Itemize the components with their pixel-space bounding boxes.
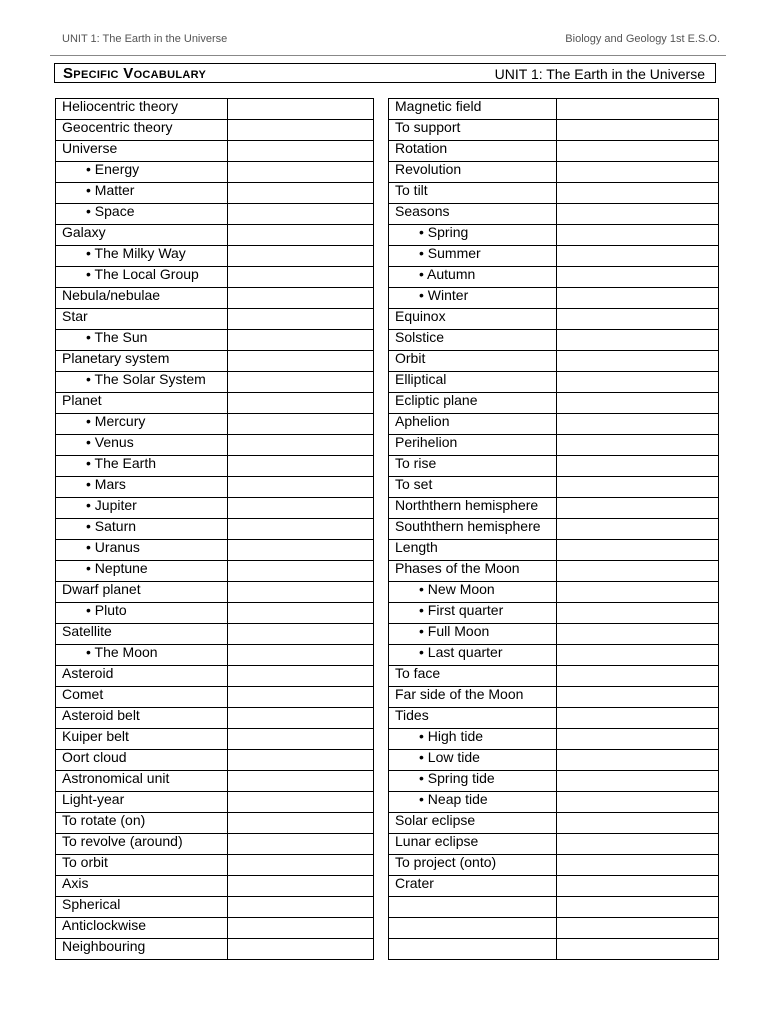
translation-blank-cell[interactable] <box>557 582 719 603</box>
vocab-row <box>56 708 374 729</box>
vocab-term: Magnetic field <box>389 99 557 120</box>
vocab-row <box>389 225 719 246</box>
vocab-row <box>389 603 719 624</box>
vocab-row <box>56 687 374 708</box>
translation-blank-cell[interactable] <box>557 225 719 246</box>
translation-blank-cell[interactable] <box>557 435 719 456</box>
vocab-row <box>56 582 374 603</box>
vocabulary-table-right <box>388 98 719 960</box>
vocab-row <box>56 99 374 120</box>
vocab-term: Phases of the Moon <box>389 561 557 582</box>
vocab-term: Seasons <box>389 204 557 225</box>
translation-blank-cell[interactable] <box>557 267 719 288</box>
vocab-row <box>389 498 719 519</box>
translation-blank-cell[interactable] <box>557 183 719 204</box>
translation-blank-cell[interactable] <box>228 225 374 246</box>
translation-blank-cell[interactable] <box>557 624 719 645</box>
translation-blank-cell[interactable] <box>557 288 719 309</box>
translation-blank-cell[interactable] <box>228 267 374 288</box>
translation-blank-cell[interactable] <box>228 540 374 561</box>
vocab-row <box>389 246 719 267</box>
vocab-row <box>389 897 719 918</box>
vocab-row <box>389 540 719 561</box>
vocab-term: Tides <box>389 708 557 729</box>
translation-blank-cell[interactable] <box>228 183 374 204</box>
vocab-term: • The Local Group <box>56 267 228 288</box>
vocab-term: To revolve (around) <box>56 834 228 855</box>
vocab-term: Neighbouring <box>56 939 228 960</box>
vocab-row <box>56 309 374 330</box>
vocab-row <box>56 666 374 687</box>
vocab-row <box>389 561 719 582</box>
vocab-term: Norththern hemisphere <box>389 498 557 519</box>
vocab-row <box>56 141 374 162</box>
vocab-row <box>389 309 719 330</box>
vocab-row <box>389 666 719 687</box>
translation-blank-cell[interactable] <box>557 666 719 687</box>
translation-blank-cell[interactable] <box>557 519 719 540</box>
vocab-row <box>56 897 374 918</box>
translation-blank-cell[interactable] <box>557 351 719 372</box>
vocab-row <box>389 792 719 813</box>
vocab-term: • Last quarter <box>389 645 557 666</box>
vocabulary-table-right-body <box>389 99 719 960</box>
vocab-term: Ecliptic plane <box>389 393 557 414</box>
vocab-term: To orbit <box>56 855 228 876</box>
vocab-row <box>56 624 374 645</box>
vocab-row <box>389 750 719 771</box>
vocab-row <box>389 351 719 372</box>
vocab-row <box>389 771 719 792</box>
vocab-row <box>389 687 719 708</box>
vocab-row <box>389 855 719 876</box>
vocab-row <box>389 876 719 897</box>
vocab-row <box>389 183 719 204</box>
vocab-term: • Full Moon <box>389 624 557 645</box>
vocab-term: Galaxy <box>56 225 228 246</box>
translation-blank-cell[interactable] <box>228 813 374 834</box>
translation-blank-cell[interactable] <box>557 141 719 162</box>
vocab-row <box>56 750 374 771</box>
vocab-row <box>389 288 719 309</box>
vocab-term: Axis <box>56 876 228 897</box>
translation-blank-cell[interactable] <box>228 603 374 624</box>
translation-blank-cell[interactable] <box>557 540 719 561</box>
vocab-term: • Uranus <box>56 540 228 561</box>
vocab-term: To tilt <box>389 183 557 204</box>
vocab-term: • Saturn <box>56 519 228 540</box>
vocab-row <box>389 456 719 477</box>
translation-blank-cell[interactable] <box>557 729 719 750</box>
vocab-term: Anticlockwise <box>56 918 228 939</box>
translation-blank-cell[interactable] <box>228 372 374 393</box>
vocab-term: Lunar eclipse <box>389 834 557 855</box>
vocab-row <box>56 918 374 939</box>
vocab-row <box>56 120 374 141</box>
vocab-term: • High tide <box>389 729 557 750</box>
vocab-row <box>56 834 374 855</box>
vocab-row <box>389 393 719 414</box>
translation-blank-cell[interactable] <box>557 309 719 330</box>
translation-blank-cell[interactable] <box>557 498 719 519</box>
vocab-row <box>389 477 719 498</box>
translation-blank-cell[interactable] <box>228 582 374 603</box>
translation-blank-cell[interactable] <box>557 687 719 708</box>
vocab-row <box>389 939 719 960</box>
vocab-row <box>56 477 374 498</box>
translation-blank-cell[interactable] <box>557 477 719 498</box>
translation-blank-cell[interactable] <box>557 750 719 771</box>
vocab-term: Revolution <box>389 162 557 183</box>
vocab-term: • The Milky Way <box>56 246 228 267</box>
vocab-term: Spherical <box>56 897 228 918</box>
vocab-row <box>56 351 374 372</box>
translation-blank-cell[interactable] <box>228 918 374 939</box>
vocab-term: Asteroid belt <box>56 708 228 729</box>
vocab-term: Elliptical <box>389 372 557 393</box>
translation-blank-cell[interactable] <box>228 246 374 267</box>
vocab-term: • Energy <box>56 162 228 183</box>
vocab-row <box>56 162 374 183</box>
translation-blank-cell[interactable] <box>557 918 719 939</box>
vocab-row <box>389 582 719 603</box>
translation-blank-cell[interactable] <box>557 561 719 582</box>
translation-blank-cell[interactable] <box>228 435 374 456</box>
translation-blank-cell[interactable] <box>228 687 374 708</box>
vocabulary-table-left-body <box>56 99 374 960</box>
vocab-row <box>56 939 374 960</box>
translation-blank-cell[interactable] <box>228 414 374 435</box>
vocab-term: Orbit <box>389 351 557 372</box>
vocab-term: • Space <box>56 204 228 225</box>
translation-blank-cell[interactable] <box>228 876 374 897</box>
vocab-term: Heliocentric theory <box>56 99 228 120</box>
vocab-row <box>56 729 374 750</box>
vocab-term: Souththern hemisphere <box>389 519 557 540</box>
vocab-row <box>56 498 374 519</box>
vocab-term: • Jupiter <box>56 498 228 519</box>
vocab-term: • Pluto <box>56 603 228 624</box>
vocab-term <box>389 897 557 918</box>
vocab-term: Light-year <box>56 792 228 813</box>
translation-blank-cell[interactable] <box>228 309 374 330</box>
vocab-term: Nebula/nebulae <box>56 288 228 309</box>
vocab-term: • The Sun <box>56 330 228 351</box>
translation-blank-cell[interactable] <box>557 603 719 624</box>
translation-blank-cell[interactable] <box>557 645 719 666</box>
translation-blank-cell[interactable] <box>557 708 719 729</box>
translation-blank-cell[interactable] <box>557 99 719 120</box>
translation-blank-cell[interactable] <box>228 288 374 309</box>
translation-blank-cell[interactable] <box>228 561 374 582</box>
translation-blank-cell[interactable] <box>228 666 374 687</box>
vocab-term: Satellite <box>56 624 228 645</box>
header-course: Biology and Geology 1st E.S.O. <box>565 33 720 45</box>
vocab-term: • The Solar System <box>56 372 228 393</box>
vocabulary-table-left <box>55 98 374 960</box>
vocab-row <box>389 918 719 939</box>
vocab-term: • Low tide <box>389 750 557 771</box>
translation-blank-cell[interactable] <box>228 477 374 498</box>
vocab-term: • The Earth <box>56 456 228 477</box>
vocab-row <box>56 771 374 792</box>
page-subtitle: UNIT 1: The Earth in the Universe <box>494 66 705 82</box>
vocab-row <box>56 267 374 288</box>
translation-blank-cell[interactable] <box>228 120 374 141</box>
translation-blank-cell[interactable] <box>557 393 719 414</box>
translation-blank-cell[interactable] <box>557 456 719 477</box>
translation-blank-cell[interactable] <box>228 99 374 120</box>
translation-blank-cell[interactable] <box>228 645 374 666</box>
vocab-row <box>56 414 374 435</box>
vocab-term: • Spring tide <box>389 771 557 792</box>
vocab-row <box>389 624 719 645</box>
vocab-row <box>389 834 719 855</box>
translation-blank-cell[interactable] <box>557 204 719 225</box>
translation-blank-cell[interactable] <box>228 498 374 519</box>
vocab-term: Aphelion <box>389 414 557 435</box>
vocab-term: Kuiper belt <box>56 729 228 750</box>
translation-blank-cell[interactable] <box>557 855 719 876</box>
translation-blank-cell[interactable] <box>228 897 374 918</box>
translation-blank-cell[interactable] <box>228 141 374 162</box>
vocab-row <box>56 813 374 834</box>
vocab-row <box>389 330 719 351</box>
vocab-term: • Winter <box>389 288 557 309</box>
vocab-term: • New Moon <box>389 582 557 603</box>
vocab-row <box>389 99 719 120</box>
vocab-row <box>56 246 374 267</box>
vocab-row <box>389 141 719 162</box>
vocab-row <box>389 729 719 750</box>
vocab-term: To face <box>389 666 557 687</box>
translation-blank-cell[interactable] <box>557 162 719 183</box>
vocab-row <box>56 183 374 204</box>
title-box <box>54 63 716 83</box>
vocab-term: • First quarter <box>389 603 557 624</box>
vocab-row <box>389 267 719 288</box>
vocab-term: Length <box>389 540 557 561</box>
translation-blank-cell[interactable] <box>228 834 374 855</box>
header-unit-title: UNIT 1: The Earth in the Universe <box>62 33 228 45</box>
translation-blank-cell[interactable] <box>557 876 719 897</box>
vocab-term: Dwarf planet <box>56 582 228 603</box>
translation-blank-cell[interactable] <box>228 162 374 183</box>
vocab-row <box>56 540 374 561</box>
vocab-term: • Spring <box>389 225 557 246</box>
translation-blank-cell[interactable] <box>557 246 719 267</box>
vocab-term: Solstice <box>389 330 557 351</box>
vocab-row <box>56 435 374 456</box>
translation-blank-cell[interactable] <box>228 708 374 729</box>
vocab-row <box>56 372 374 393</box>
vocab-row <box>56 855 374 876</box>
translation-blank-cell[interactable] <box>228 750 374 771</box>
translation-blank-cell[interactable] <box>228 729 374 750</box>
vocab-row <box>389 120 719 141</box>
vocab-term: Star <box>56 309 228 330</box>
vocab-row <box>56 225 374 246</box>
vocab-term: To support <box>389 120 557 141</box>
vocab-term: Planetary system <box>56 351 228 372</box>
vocab-term: • The Moon <box>56 645 228 666</box>
header-divider <box>50 55 726 56</box>
vocab-term: Asteroid <box>56 666 228 687</box>
translation-blank-cell[interactable] <box>557 771 719 792</box>
vocab-term: Astronomical unit <box>56 771 228 792</box>
translation-blank-cell[interactable] <box>228 330 374 351</box>
translation-blank-cell[interactable] <box>557 897 719 918</box>
vocab-term: Rotation <box>389 141 557 162</box>
vocab-term: Planet <box>56 393 228 414</box>
translation-blank-cell[interactable] <box>228 939 374 960</box>
translation-blank-cell[interactable] <box>557 834 719 855</box>
vocab-row <box>389 813 719 834</box>
vocab-term: • Mars <box>56 477 228 498</box>
vocab-term <box>389 939 557 960</box>
translation-blank-cell[interactable] <box>557 120 719 141</box>
vocab-row <box>389 519 719 540</box>
translation-blank-cell[interactable] <box>228 351 374 372</box>
translation-blank-cell[interactable] <box>557 414 719 435</box>
vocab-row <box>56 456 374 477</box>
translation-blank-cell[interactable] <box>228 855 374 876</box>
vocab-row <box>56 204 374 225</box>
vocab-term: Oort cloud <box>56 750 228 771</box>
vocab-row <box>56 876 374 897</box>
vocab-term: Crater <box>389 876 557 897</box>
translation-blank-cell[interactable] <box>228 792 374 813</box>
translation-blank-cell[interactable] <box>228 519 374 540</box>
translation-blank-cell[interactable] <box>557 330 719 351</box>
vocab-term: • Autumn <box>389 267 557 288</box>
translation-blank-cell[interactable] <box>228 204 374 225</box>
vocab-row <box>56 519 374 540</box>
vocab-row <box>56 561 374 582</box>
translation-blank-cell[interactable] <box>557 792 719 813</box>
translation-blank-cell[interactable] <box>228 393 374 414</box>
page-title: Specific Vocabulary <box>63 65 207 82</box>
vocab-term: To set <box>389 477 557 498</box>
translation-blank-cell[interactable] <box>557 372 719 393</box>
vocab-row <box>56 393 374 414</box>
vocab-row <box>389 435 719 456</box>
vocab-row <box>56 603 374 624</box>
vocab-term: Far side of the Moon <box>389 687 557 708</box>
vocab-term: • Matter <box>56 183 228 204</box>
vocab-row <box>56 288 374 309</box>
vocab-term: • Mercury <box>56 414 228 435</box>
vocab-row <box>56 792 374 813</box>
translation-blank-cell[interactable] <box>228 456 374 477</box>
vocab-term: • Neap tide <box>389 792 557 813</box>
vocab-row <box>389 162 719 183</box>
vocab-row <box>56 330 374 351</box>
translation-blank-cell[interactable] <box>228 624 374 645</box>
vocab-term: • Venus <box>56 435 228 456</box>
vocab-term: Solar eclipse <box>389 813 557 834</box>
vocab-term: Equinox <box>389 309 557 330</box>
vocab-term: • Neptune <box>56 561 228 582</box>
vocab-term: To project (onto) <box>389 855 557 876</box>
translation-blank-cell[interactable] <box>228 771 374 792</box>
vocab-term: To rise <box>389 456 557 477</box>
vocab-term <box>389 918 557 939</box>
vocab-row <box>389 708 719 729</box>
vocab-row <box>389 372 719 393</box>
vocab-term: Geocentric theory <box>56 120 228 141</box>
translation-blank-cell[interactable] <box>557 939 719 960</box>
translation-blank-cell[interactable] <box>557 813 719 834</box>
vocab-term: Universe <box>56 141 228 162</box>
vocab-term: Perihelion <box>389 435 557 456</box>
vocab-row <box>389 414 719 435</box>
vocab-term: Comet <box>56 687 228 708</box>
vocab-row <box>56 645 374 666</box>
vocab-row <box>389 645 719 666</box>
vocab-term: To rotate (on) <box>56 813 228 834</box>
vocab-term: • Summer <box>389 246 557 267</box>
vocab-row <box>389 204 719 225</box>
